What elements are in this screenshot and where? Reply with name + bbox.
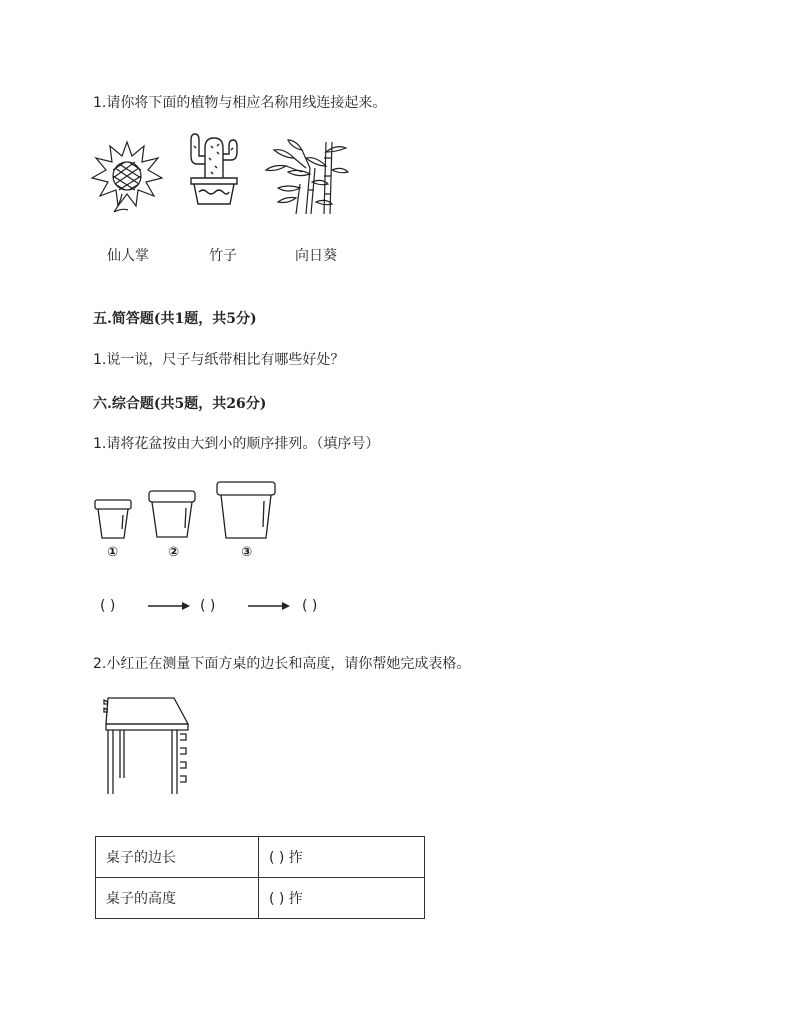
table-row	[96, 837, 425, 878]
side-length-answer[interactable]: ( ) 拃	[259, 837, 425, 878]
plant-name-sunflower: 向日葵	[295, 248, 337, 264]
arrow-right-icon	[248, 600, 290, 612]
cactus-icon	[185, 132, 243, 208]
square-table-icon	[100, 690, 192, 798]
height-answer[interactable]: ( ) 拃	[259, 878, 425, 919]
plant-name-bamboo: 竹子	[209, 248, 237, 264]
order-blank-3[interactable]: ( )	[302, 598, 318, 614]
row-label-side-length: 桌子的边长	[96, 837, 259, 878]
section5-question-1: 1.说一说，尺子与纸带相比有哪些好处？	[93, 352, 345, 368]
bamboo-icon	[266, 138, 348, 214]
row-label-height: 桌子的高度	[96, 878, 259, 919]
measurement-table	[95, 836, 425, 919]
pots-question-prompt: 1.请将花盆按由大到小的顺序排列。（填序号）	[93, 436, 380, 452]
table-row	[96, 878, 425, 919]
pot-label-1: ①	[107, 545, 119, 560]
order-blank-1[interactable]: ( )	[100, 598, 116, 614]
plants-question-prompt: 1.请你将下面的植物与相应名称用线连接起来。	[93, 95, 387, 111]
table-question-prompt: 2.小红正在测量下面方桌的边长和高度，请你帮她完成表格。	[93, 656, 471, 672]
pot-large-icon	[216, 481, 276, 539]
pot-label-3: ③	[241, 545, 253, 560]
order-blank-2[interactable]: ( )	[200, 598, 216, 614]
plant-name-cactus: 仙人掌	[107, 248, 149, 264]
pot-small-icon	[94, 499, 132, 539]
pot-medium-icon	[148, 490, 196, 538]
arrow-right-icon	[148, 600, 190, 612]
sunflower-icon	[92, 138, 162, 214]
pot-label-2: ②	[168, 545, 180, 560]
section5-heading: 五.简答题(共1题，共5分)	[93, 311, 257, 327]
section6-heading: 六.综合题(共5题，共26分)	[93, 396, 267, 412]
